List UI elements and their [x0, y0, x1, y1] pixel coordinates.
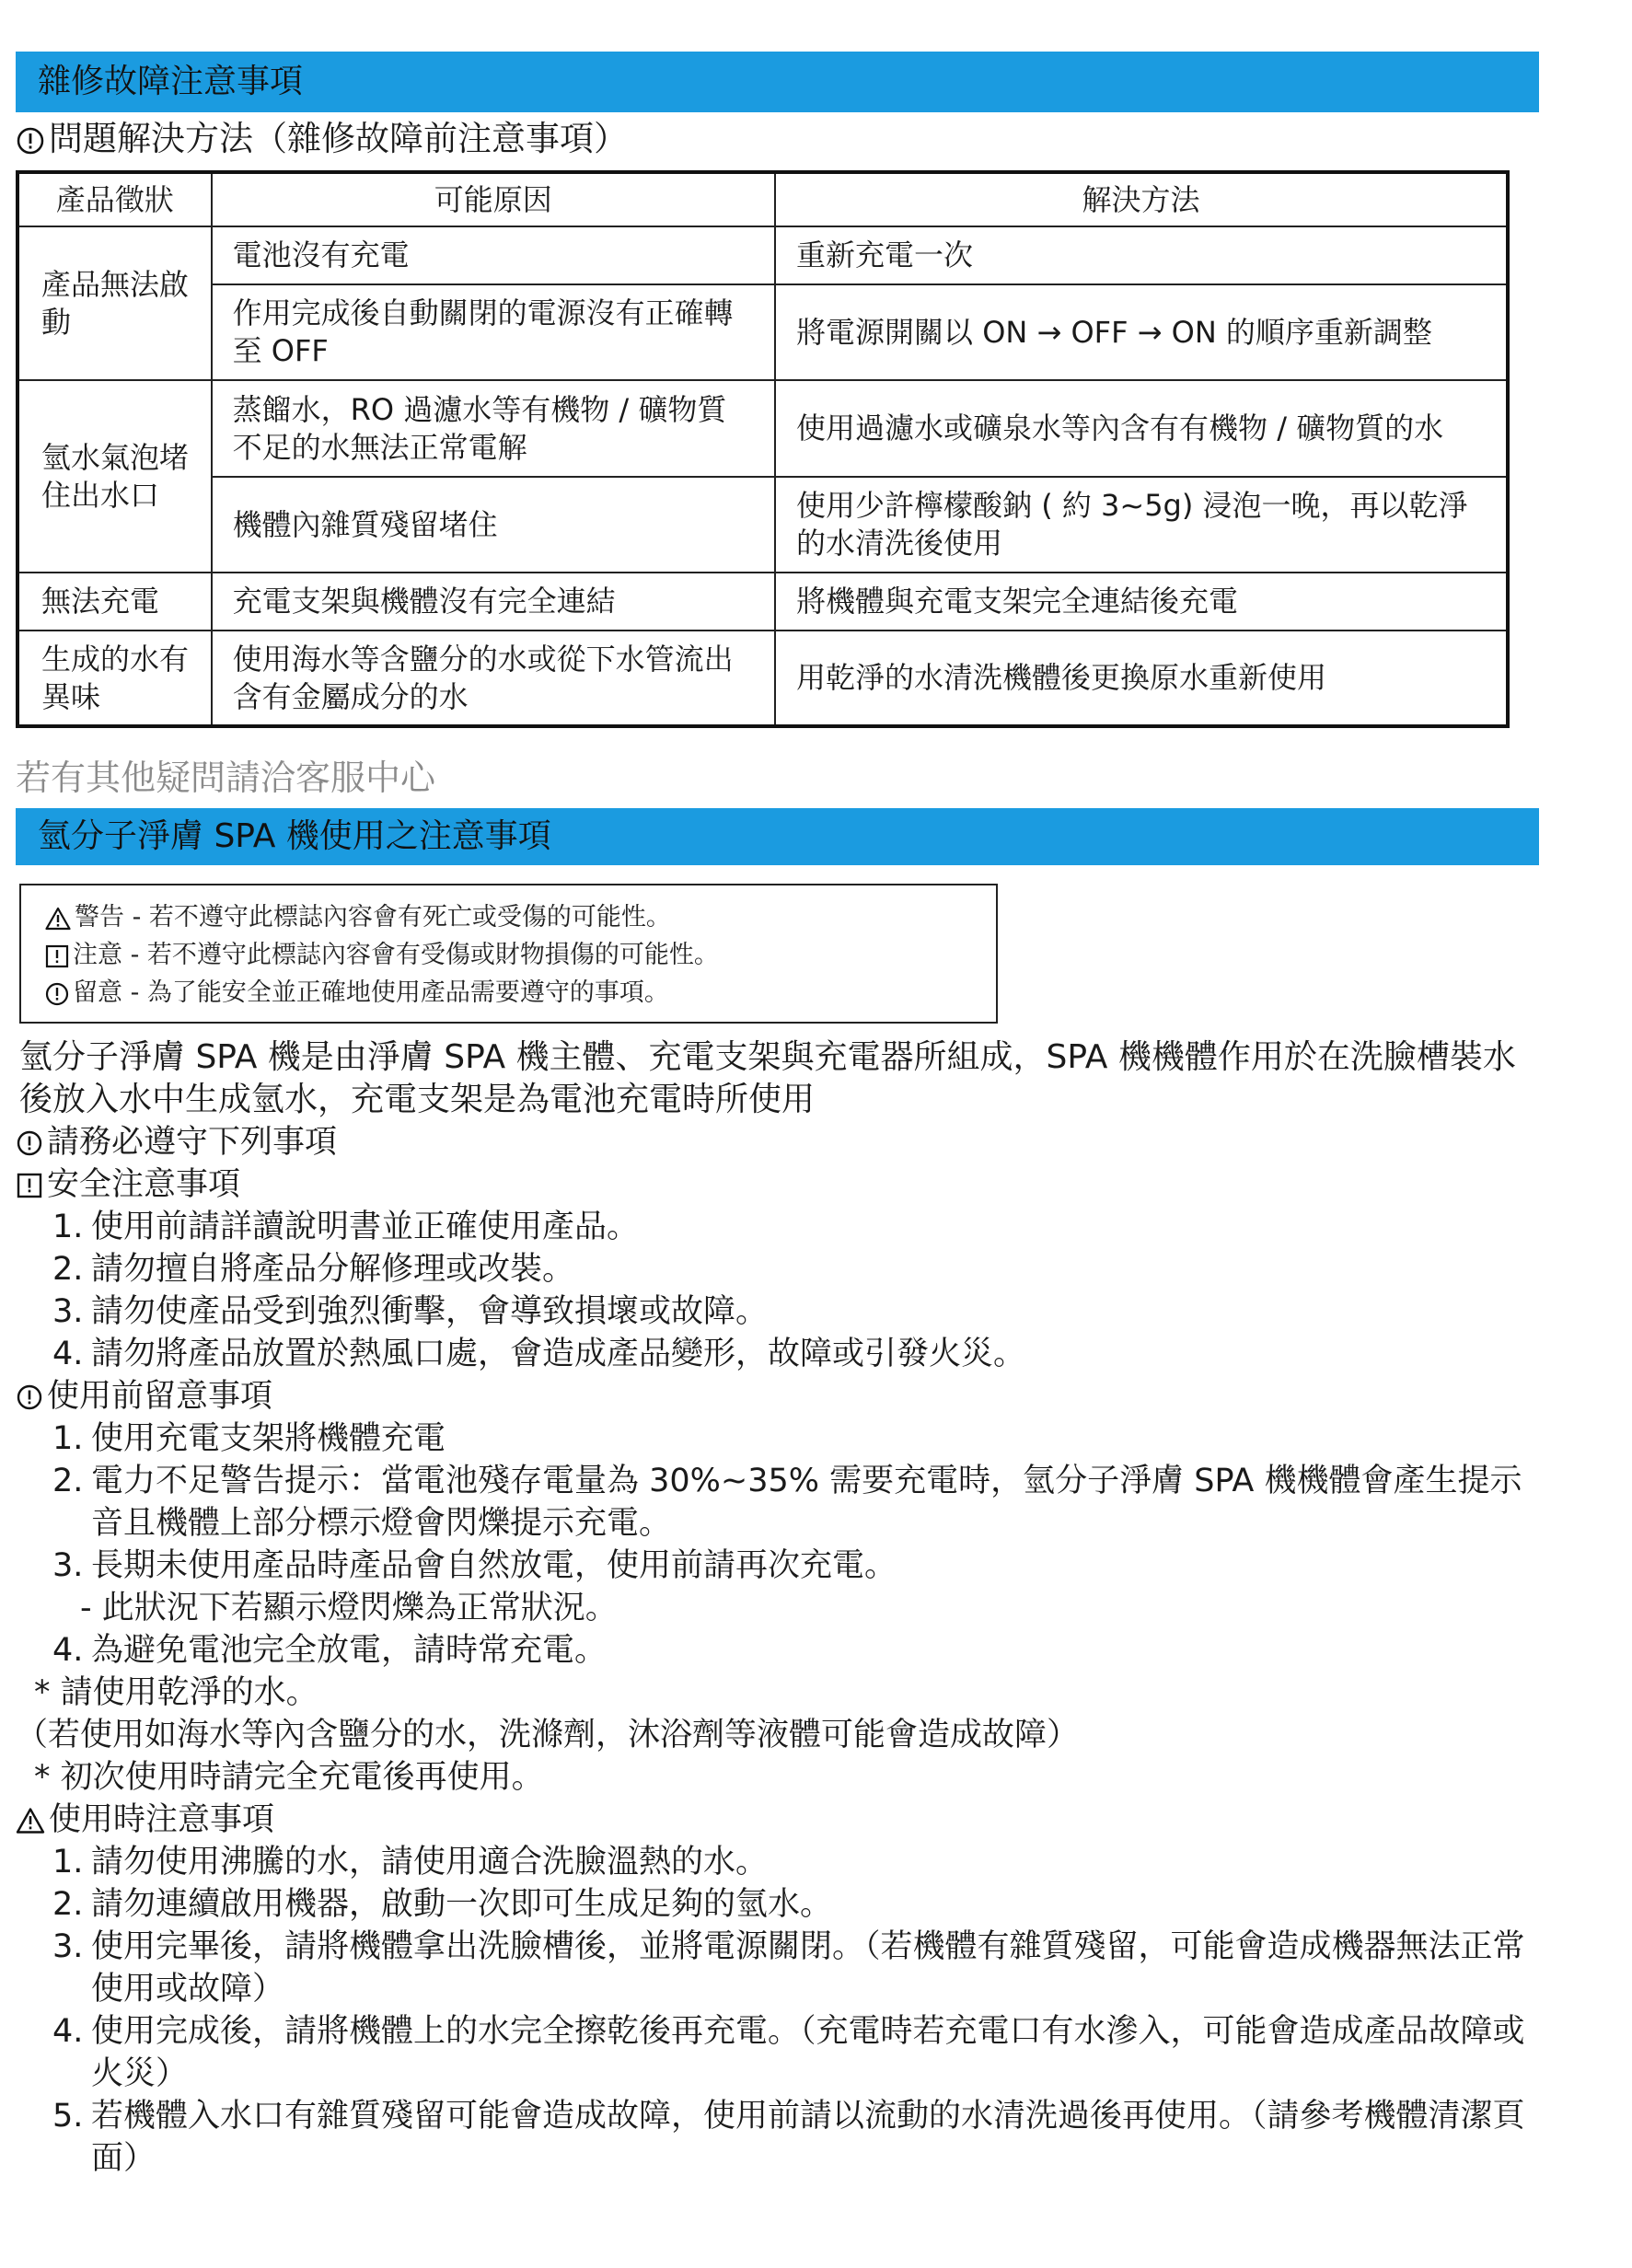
legend-caution: 注意 - 若不遵守此標誌內容會有受傷或財物損傷的可能性。	[45, 936, 996, 974]
symptom-cell: 產品無法啟動	[17, 226, 212, 380]
list-item: 5. 若機體入水口有雜質殘留可能會造成故障，使用前請以流動的水清洗過後再使用。（請參考機體清潔頁面）	[52, 2098, 1525, 2177]
cause-cell: 作用完成後自動關閉的電源沒有正確轉至 OFF	[212, 284, 775, 380]
warning-triangle-icon	[16, 1807, 45, 1834]
list-item: 2. 請勿擅自將產品分解修理或改裝。	[52, 1251, 575, 1288]
symptom-cell: 氫水氣泡堵住出水口	[17, 380, 212, 573]
product-intro: 氫分子淨膚 SPA 機是由淨膚 SPA 機主體、充電支架與充電器所組成，SPA 機機體作用於在洗臉槽裝水後放入水中生成氫水，充電支架是為電池充電時所使用	[19, 1038, 1516, 1118]
list-item: 3. 請勿使產品受到強烈衝擊，會導致損壞或故障。	[52, 1293, 769, 1330]
solution-cell: 使用少許檸檬酸鈉 ( 約 3~5g) 浸泡一晚，再以乾淨的水清洗後使用	[775, 477, 1508, 573]
solution-cell: 重新充電一次	[775, 226, 1508, 284]
solution-cell: 使用過濾水或礦泉水等內含有有機物 / 礦物質的水	[775, 380, 1508, 477]
note-first-charge: * 初次使用時請完全充電後再使用。	[34, 1759, 544, 1796]
header-cause: 可能原因	[212, 172, 775, 226]
must-follow-heading: 請務必遵守下列事項	[16, 1121, 1544, 1163]
notice-circle-icon	[16, 126, 45, 156]
list-item: 2. 請勿連續啟用機器，啟動一次即可生成足夠的氫水。	[52, 1886, 833, 1923]
header-solution: 解決方法	[775, 172, 1508, 226]
legend-warning: 警告 - 若不遵守此標誌內容會有死亡或受傷的可能性。	[45, 898, 996, 936]
legend-notice: 留意 - 為了能安全並正確地使用產品需要遵守的事項。	[45, 974, 996, 1012]
sub-note: - 此狀況下若顯示燈閃爍為正常狀況。	[80, 1590, 618, 1626]
list-item: 4. 為避免電池完全放電，請時常充電。	[52, 1632, 608, 1669]
solution-cell: 將電源開關以 ON → OFF → ON 的順序重新調整	[775, 284, 1508, 380]
instructions-list	[16, 1121, 1544, 2180]
symptom-cell: 無法充電	[17, 573, 212, 631]
notice-circle-icon	[45, 982, 69, 1006]
caution-square-icon	[16, 1172, 43, 1199]
warning-triangle-icon	[45, 907, 71, 931]
table-row	[17, 380, 1508, 477]
during-use-heading: 使用時注意事項	[16, 1799, 1544, 1841]
banner-title: 氫分子淨膚 SPA 機使用之注意事項	[38, 817, 551, 855]
safety-heading: 安全注意事項	[16, 1163, 1544, 1206]
list-item: 1. 使用前請詳讀說明書並正確使用產品。	[52, 1209, 640, 1245]
table-row	[17, 477, 1508, 573]
note-clean-water: * 請使用乾淨的水。	[34, 1674, 318, 1711]
before-use-heading: 使用前留意事項	[16, 1375, 1544, 1418]
cause-cell: 蒸餾水，RO 過濾水等有機物 / 礦物質不足的水無法正常電解	[212, 380, 775, 477]
cause-cell: 機體內雜質殘留堵住	[212, 477, 775, 573]
table-header-row	[17, 172, 1508, 226]
header-symptom: 產品徵狀	[17, 172, 212, 226]
caution-square-icon	[45, 944, 69, 968]
cause-cell: 電池沒有充電	[212, 226, 775, 284]
section-banner-usage	[16, 808, 1539, 865]
table-row	[17, 226, 1508, 284]
table-row	[17, 284, 1508, 380]
list-item: 4. 使用完成後，請將機體上的水完全擦乾後再充電。（充電時若充電口有水滲入，可能會造成產品故障或火災）	[52, 2013, 1525, 2092]
notice-circle-icon	[16, 1383, 43, 1411]
banner-title: 雜修故障注意事項	[38, 63, 304, 100]
symptom-cell: 生成的水有異味	[17, 631, 212, 726]
solution-cell: 用乾淨的水清洗機體後更換原水重新使用	[775, 631, 1508, 726]
heading-text: 問題解決方法（雜修故障前注意事項）	[49, 119, 628, 158]
troubleshooting-heading	[16, 118, 628, 160]
cause-cell: 使用海水等含鹽分的水或從下水管流出含有金屬成分的水	[212, 631, 775, 726]
note-clean-water-detail: （若使用如海水等內含鹽分的水，洗滌劑，沐浴劑等液體可能會造成故障）	[16, 1717, 1080, 1753]
solution-cell: 將機體與充電支架完全連結後充電	[775, 573, 1508, 631]
notice-circle-icon	[16, 1129, 43, 1157]
list-item: 2. 電力不足警告提示：當電池殘存電量為 30%~35% 需要充電時，氫分子淨膚 SPA 機機體會產生提示音且機體上部分標示燈會閃爍提示充電。	[52, 1463, 1522, 1542]
list-item: 3. 使用完畢後，請將機體拿出洗臉槽後，並將電源關閉。（若機體有雜質殘留，可能會造成機器無法正常使用或故障）	[52, 1928, 1525, 2008]
list-item: 3. 長期未使用產品時產品會自然放電，使用前請再次充電。	[52, 1547, 897, 1584]
list-item: 4. 請勿將產品放置於熱風口處，會造成產品變形，故障或引發火災。	[52, 1336, 1026, 1372]
section-banner-repair	[16, 52, 1539, 112]
contact-note: 若有其他疑問請洽客服中心	[16, 758, 436, 798]
symbol-legend	[19, 884, 998, 1024]
table-row	[17, 631, 1508, 726]
list-item: 1. 請勿使用沸騰的水，請使用適合洗臉溫熱的水。	[52, 1844, 769, 1880]
table-row	[17, 573, 1508, 631]
list-item: 1. 使用充電支架將機體充電	[52, 1420, 446, 1457]
troubleshooting-table	[16, 170, 1510, 728]
cause-cell: 充電支架與機體沒有完全連結	[212, 573, 775, 631]
